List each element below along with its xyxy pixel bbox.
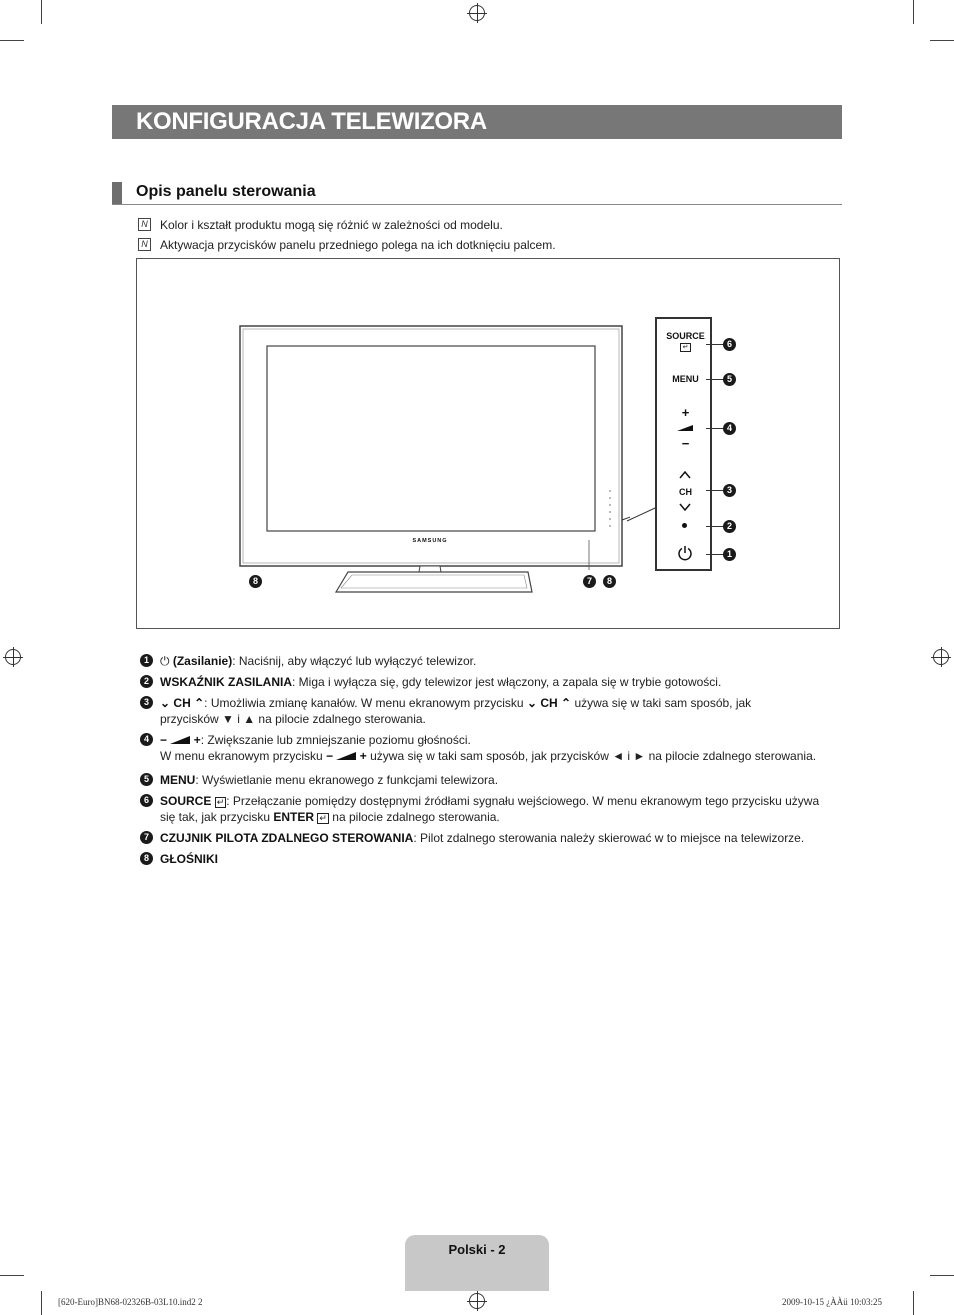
crop-mark bbox=[41, 0, 42, 24]
volume-down-button[interactable]: − bbox=[681, 436, 690, 451]
item-text: używa się w taki sam sposób, jak bbox=[574, 696, 752, 710]
item-bold: + bbox=[359, 749, 367, 763]
channel-up-icon[interactable] bbox=[679, 471, 691, 479]
item-text: : Naciśnij, aby włączyć lub wyłączyć telewizor. bbox=[232, 654, 477, 668]
item-badge: 3 bbox=[140, 696, 153, 709]
chevron-down-icon: ⌄ bbox=[526, 696, 537, 710]
note-icon: N bbox=[138, 218, 151, 231]
badge-3: 3 bbox=[723, 484, 736, 497]
section-title: Opis panelu sterowania bbox=[136, 183, 316, 200]
item-badge: 6 bbox=[140, 794, 153, 807]
item-badge: 7 bbox=[140, 831, 153, 844]
section-marker bbox=[112, 182, 122, 204]
chevron-up-icon: ⌃ bbox=[194, 696, 205, 710]
channel-down-icon[interactable] bbox=[679, 503, 691, 511]
crop-mark bbox=[913, 0, 914, 24]
item-badge: 5 bbox=[140, 773, 153, 786]
item-text: : Miga i wyłącza się, gdy telewizor jest włączony, a zapala się w trybie gotowości. bbox=[292, 675, 722, 689]
registration-mark bbox=[5, 649, 21, 665]
crop-mark bbox=[930, 1275, 954, 1276]
volume-up-button[interactable]: + bbox=[681, 405, 690, 420]
item-bold: − bbox=[326, 749, 334, 763]
legend-item bbox=[136, 830, 842, 846]
item-text: na pilocie zdalnego sterowania. bbox=[332, 810, 500, 824]
callout-wedge bbox=[625, 500, 657, 526]
badge-8: 8 bbox=[603, 575, 616, 588]
item-bold: CH bbox=[173, 696, 191, 710]
tv-illustration bbox=[230, 320, 630, 595]
item-bold: CZUJNIK PILOTA ZDALNEGO STEROWANIA bbox=[160, 831, 414, 845]
badge-4: 4 bbox=[723, 422, 736, 435]
channel-label: CH bbox=[679, 487, 692, 497]
leader-line bbox=[706, 428, 724, 429]
slug-right: 2009-10-15 ¿ÀÀü 10:03:25 bbox=[782, 1297, 882, 1307]
item-text: przycisków ▼ i ▲ na pilocie zdalnego sterowania. bbox=[160, 712, 426, 726]
note-text: Aktywacja przycisków panelu przedniego polega na ich dotknięciu palcem. bbox=[160, 238, 556, 252]
item-bold: MENU bbox=[160, 773, 196, 787]
item-bold: GŁOŚNIKI bbox=[160, 852, 219, 866]
menu-button[interactable]: MENU bbox=[672, 374, 699, 384]
power-icon: ⏻ bbox=[160, 654, 170, 668]
item-bold: WSKAŹNIK ZASILANIA bbox=[160, 675, 292, 689]
item-text: się tak, jak przycisku bbox=[160, 810, 271, 824]
item-bold: SOURCE bbox=[160, 794, 212, 808]
registration-mark bbox=[469, 5, 485, 21]
power-indicator bbox=[682, 523, 687, 528]
item-bold: ENTER bbox=[273, 810, 315, 824]
crop-mark bbox=[913, 1291, 914, 1315]
crop-mark bbox=[41, 1291, 42, 1315]
source-button[interactable]: SOURCE bbox=[666, 331, 705, 341]
brand-logo: SAMSUNG bbox=[412, 538, 448, 544]
legend-item bbox=[136, 793, 842, 825]
chevron-up-icon: ⌃ bbox=[561, 696, 572, 710]
legend-item bbox=[136, 851, 842, 867]
item-badge: 4 bbox=[140, 733, 153, 746]
volume-icon bbox=[677, 424, 695, 432]
badge-5: 5 bbox=[723, 373, 736, 386]
item-text: : Pilot zdalnego sterowania należy skierować w to miejsce na telewizorze. bbox=[413, 831, 805, 845]
leader-line bbox=[706, 344, 724, 345]
item-bold: (Zasilanie) bbox=[172, 654, 233, 668]
item-text: : Przełączanie pomiędzy dostępnymi źródłami sygnału wejściowego. W menu ekranowym tego przycisku używa bbox=[226, 794, 820, 808]
legend-item bbox=[136, 674, 842, 690]
item-badge: 1 bbox=[140, 654, 153, 667]
badge-7: 7 bbox=[583, 575, 596, 588]
item-bold: − bbox=[160, 733, 168, 747]
legend-item bbox=[136, 732, 842, 764]
crop-mark bbox=[0, 1275, 24, 1276]
item-text: używa się w taki sam sposób, jak przycisków ◄ i ► na pilocie zdalnego sterowania. bbox=[370, 749, 817, 763]
legend-item bbox=[136, 772, 842, 788]
badge-2: 2 bbox=[723, 520, 736, 533]
chevron-down-icon: ⌄ bbox=[160, 696, 171, 710]
leader-line bbox=[706, 526, 724, 527]
tv-screen bbox=[267, 346, 595, 531]
registration-mark bbox=[933, 649, 949, 665]
note-text: Kolor i kształt produktu mogą się różnić w zależności od modelu. bbox=[160, 218, 503, 232]
crop-mark bbox=[930, 40, 954, 41]
power-icon[interactable] bbox=[677, 545, 693, 561]
item-badge: 2 bbox=[140, 675, 153, 688]
leader-line bbox=[706, 490, 724, 491]
leader-line bbox=[706, 379, 724, 380]
page-number: Polski - 2 bbox=[448, 1242, 506, 1257]
badge-1: 1 bbox=[723, 548, 736, 561]
badge-6: 6 bbox=[723, 338, 736, 351]
enter-icon: ↵ bbox=[319, 813, 327, 823]
legend-item bbox=[136, 695, 842, 727]
badge-8: 8 bbox=[249, 575, 262, 588]
enter-icon: ↵ bbox=[680, 343, 691, 352]
crop-mark bbox=[0, 40, 24, 41]
leader-line bbox=[706, 554, 724, 555]
volume-icon bbox=[336, 752, 356, 760]
slug-left: [620-Euro]BN68-02326B-03L10.ind2 2 bbox=[58, 1297, 203, 1307]
item-text: : Wyświetlanie menu ekranowego z funkcjami telewizora. bbox=[195, 773, 499, 787]
volume-icon bbox=[170, 736, 190, 744]
registration-mark bbox=[469, 1293, 485, 1309]
item-text: : Zwiększanie lub zmniejszanie poziomu głośności. bbox=[200, 733, 471, 747]
note-icon: N bbox=[138, 238, 151, 251]
item-text: W menu ekranowym przycisku bbox=[160, 749, 323, 763]
legend-item bbox=[136, 653, 842, 669]
enter-icon: ↵ bbox=[216, 797, 225, 807]
section-rule bbox=[112, 204, 842, 205]
item-bold: + bbox=[193, 733, 201, 747]
page-title: KONFIGURACJA TELEWIZORA bbox=[136, 108, 487, 135]
item-bold: CH bbox=[540, 696, 558, 710]
item-text: : Umożliwia zmianę kanałów. W menu ekranowym przycisku bbox=[204, 696, 524, 710]
item-badge: 8 bbox=[140, 852, 153, 865]
